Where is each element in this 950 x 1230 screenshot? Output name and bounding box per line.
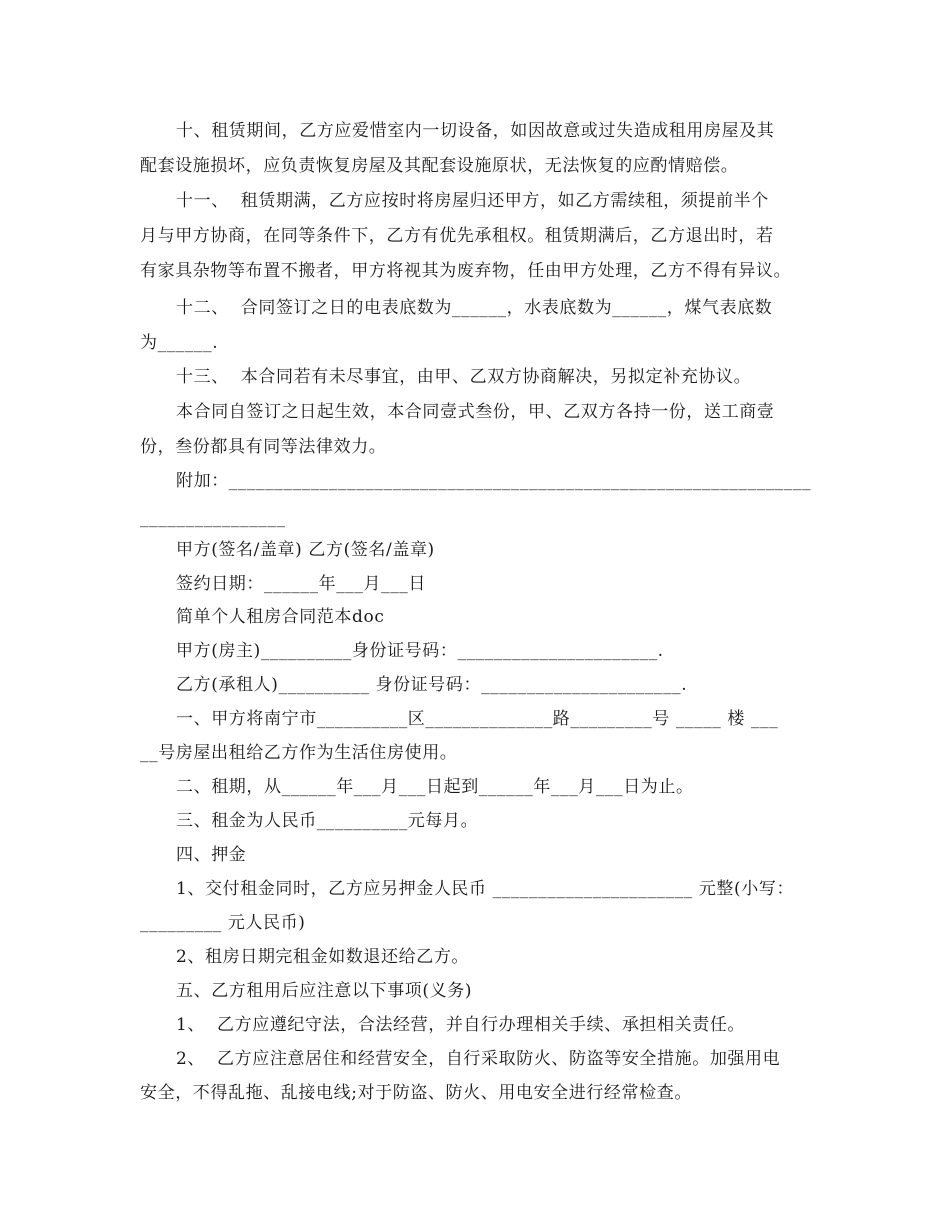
deposit-line-2: _________ 元人民币): [140, 913, 306, 933]
section-title: 简单个人租房合同范本doc: [176, 607, 385, 627]
clause-11-line-3: 有家具杂物等布置不搬者，甲方将视其为废弃物，任由甲方处理，乙方不得有异议。: [140, 261, 792, 281]
clause-12-line-2: 为______.: [140, 333, 219, 353]
clause-1-line-2: __号房屋出租给乙方作为生活住房使用。: [140, 743, 458, 763]
clause-10-line-2: 配套设施损坏，应负责恢复房屋及其配套设施原状，无法恢复的应酌情赔偿。: [140, 156, 739, 176]
effect-line-2: 份，叁份都具有同等法律效力。: [140, 437, 387, 457]
duty-2-line-1: 2、 乙方应注意居住和经营安全，自行采取防火、防盗等安全措施。加强用电: [176, 1049, 781, 1069]
landlord-line: 甲方(房主)__________身份证号码：______________________.: [176, 641, 664, 661]
clause-4-heading: 四、押金: [176, 845, 247, 865]
appendix-line-1: 附加：________________________________________________________________: [176, 471, 812, 491]
clause-3-line: 三、租金为人民币__________元每月。: [176, 811, 479, 831]
clause-11-line-2: 月与甲方协商，在同等条件下，乙方有优先承租权。租赁期满后，乙方退出时，若: [140, 226, 774, 246]
deposit-refund-line: 2、租房日期完租金如数退还给乙方。: [176, 947, 470, 967]
duty-1-line: 1、 乙方应遵纪守法，合法经营，并自行办理相关手续、承担相关责任。: [176, 1015, 746, 1035]
duty-2-line-2: 安全，不得乱拖、乱接电线;对于防盗、防火、用电安全进行经常检查。: [140, 1083, 692, 1103]
signature-line: 甲方(签名/盖章) 乙方(签名/盖章): [176, 540, 435, 560]
clause-10-line-1: 十、租赁期间，乙方应爱惜室内一切设备，如因故意或过失造成租用房屋及其: [176, 121, 775, 141]
clause-11-line-1: 十一、 租赁期满，乙方应按时将房屋归还甲方，如乙方需续租，须提前半个: [176, 191, 769, 211]
clause-1-line-1: 一、甲方将南宁市__________区______________路_________号 _____ 楼 ___: [176, 709, 779, 729]
clause-13-line: 十三、 本合同若有未尽事宜，由甲、乙双方协商解决，另拟定补充协议。: [176, 367, 752, 387]
clause-12-line-1: 十二、 合同签订之日的电表底数为______，水表底数为______，煤气表底数: [176, 298, 773, 318]
effect-line-1: 本合同自签订之日起生效，本合同壹式叁份，甲、乙双方各持一份，送工商壹: [176, 402, 775, 422]
clause-2-line: 二、租期，从______年___月___日起到______年___月___日为止。: [176, 777, 694, 797]
clause-5-heading: 五、乙方租用后应注意以下事项(义务): [176, 981, 473, 1001]
tenant-line: 乙方(承租人)__________ 身份证号码：______________________.: [176, 675, 688, 695]
sign-date-line: 签约日期：______年___月___日: [176, 574, 426, 594]
appendix-line-2: ________________: [140, 508, 286, 528]
deposit-line-1: 1、交付租金同时，乙方应另押金人民币 ______________________ 元整(小写：: [176, 879, 795, 899]
